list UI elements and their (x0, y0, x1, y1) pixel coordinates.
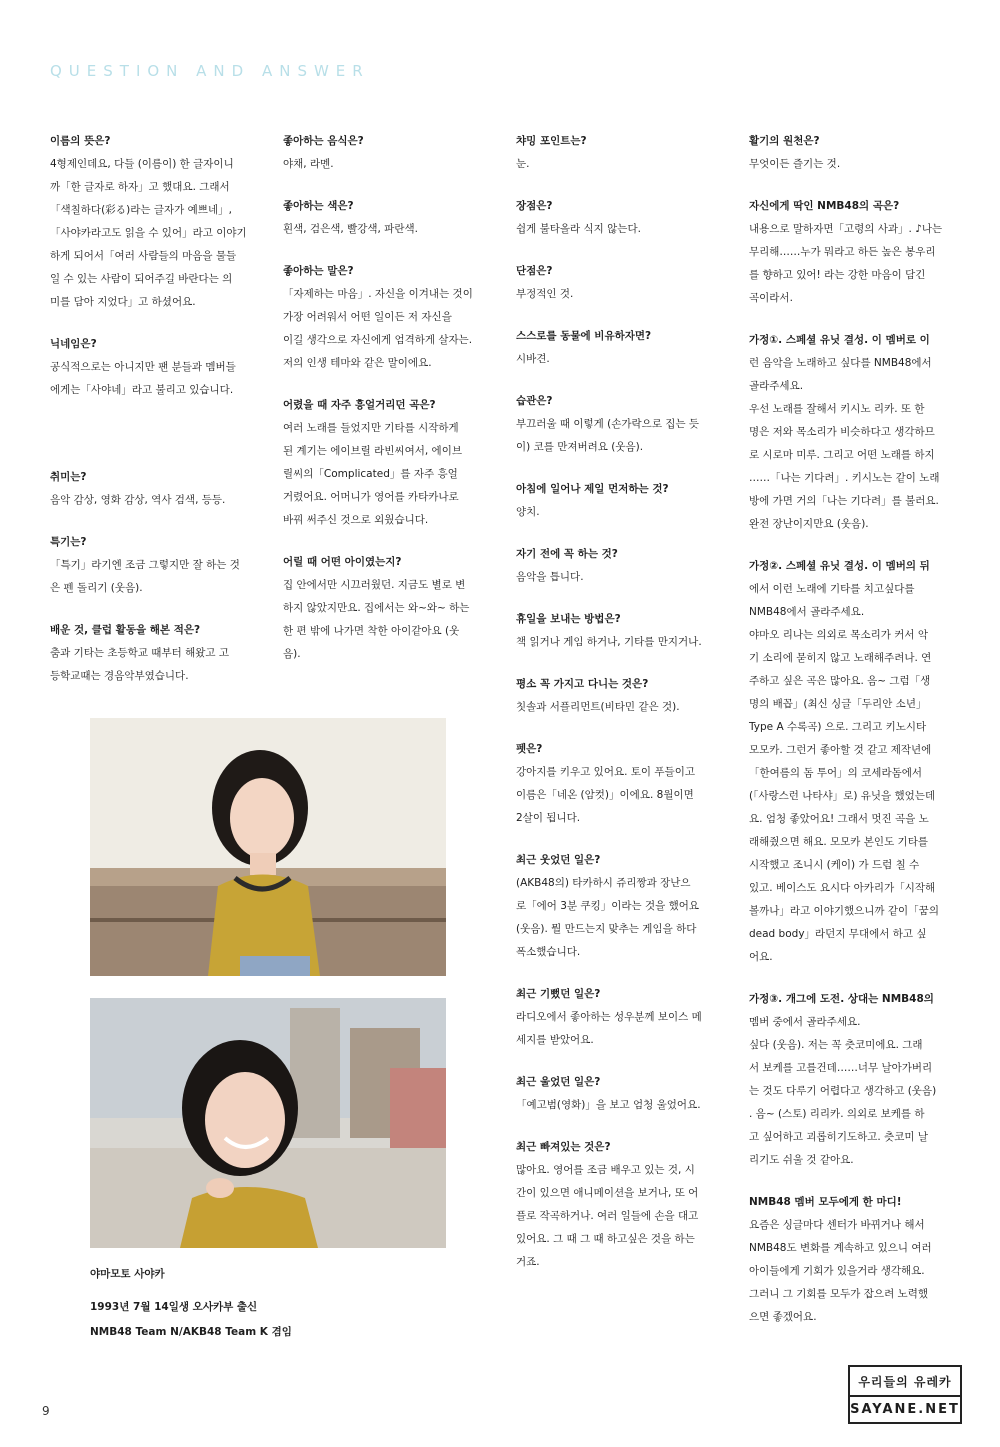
qa-item (516, 673, 731, 719)
qa-question: NMB48 멤버 모두에게 한 마디! (749, 1196, 902, 1208)
qa-question: 좋아하는 음식은? (283, 135, 364, 147)
qa-item (50, 531, 255, 600)
qa-item (50, 130, 255, 314)
qa-answer: 칫솔과 서플리먼트(비타민 같은 것). (516, 701, 680, 713)
qa-item (283, 551, 498, 666)
portrait-photo-1 (90, 718, 446, 976)
profile-caption (90, 1262, 292, 1345)
qa-answer: 「특기」라기엔 조금 그렇지만 잘 하는 것 은 펜 돌리기 (웃음). (50, 559, 240, 594)
profile-birth: 1993년 7월 14일생 오사카부 출신 (90, 1301, 258, 1313)
qa-item (516, 543, 731, 589)
qa-answer: 야채, 라멘. (283, 158, 334, 170)
qa-item (516, 738, 731, 830)
qa-question: 자신에게 딱인 NMB48의 곡은? (749, 200, 900, 212)
qa-item (283, 130, 498, 176)
qa-item (516, 260, 731, 306)
qa-item (516, 849, 731, 964)
qa-answer: 음악을 틉니다. (516, 571, 584, 583)
qa-item (283, 394, 498, 532)
qa-answer: 양치. (516, 506, 540, 518)
qa-item (50, 333, 255, 402)
qa-answer: 「자제하는 마음」. 자신을 이겨내는 것이 가장 어려워서 어떤 일이든 저 자신을 이길 생각으로 자신에게 엄격하게 살자는. 저의 인생 테마와 같은 말이에요. (283, 288, 473, 369)
qa-answer: (AKB48의) 타카하시 쥬리짱과 장난으 로「에어 3분 쿠킹」이라는 것을 했어요 (웃음). 뭘 만드는지 맞추는 게임을 하다 폭소했습니다. (516, 877, 700, 958)
qa-answer: 책 읽거나 게임 하거나, 기타를 만지거나. (516, 636, 702, 648)
profile-name: 야마모토 사야카 (90, 1268, 165, 1280)
qa-question: 좋아하는 색은? (283, 200, 354, 212)
qa-item (283, 260, 498, 375)
qa-column-2 (283, 130, 498, 685)
qa-question: 챠밍 포인트는? (516, 135, 587, 147)
qa-answer: 무엇이든 즐기는 것. (749, 158, 841, 170)
qa-question: 펫은? (516, 743, 543, 755)
qa-question: 이름의 뜻은? (50, 135, 111, 147)
qa-question: 가정②. 스페셜 유닛 결성. 이 멤버의 뒤 (749, 560, 930, 572)
qa-item (749, 130, 964, 176)
qa-item (516, 195, 731, 241)
qa-answer: 부끄러울 때 이렇게 (손가락으로 집는 듯 이) 코를 만져버려요 (웃음). (516, 418, 700, 453)
qa-item (516, 390, 731, 459)
qa-item (749, 329, 964, 536)
qa-question: 최근 기뻤던 일은? (516, 988, 601, 1000)
badge-site: SAYANE.NET (850, 1402, 960, 1417)
portrait-photo-1-image (90, 718, 446, 976)
qa-item (50, 619, 255, 688)
qa-item (50, 421, 255, 447)
qa-question: 배운 것, 클럽 활동을 해본 적은? (50, 624, 201, 636)
qa-question: 단점은? (516, 265, 553, 277)
qa-question: 닉네임은? (50, 338, 97, 350)
qa-item (50, 466, 255, 512)
qa-answer: 눈. (516, 158, 530, 170)
profile-team: NMB48 Team N/AKB48 Team K 겸임 (90, 1326, 292, 1338)
portrait-photo-2 (90, 998, 446, 1248)
qa-question: 평소 꼭 가지고 다니는 것은? (516, 678, 649, 690)
qa-item (516, 1071, 731, 1117)
qa-answer: 에서 이런 노래에 기타를 치고싶다를 NMB48에서 골라주세요. 야마오 리나는 의외로 목소리가 커서 악 기 소리에 묻히지 않고 노래해주려나. 연 주하고 싶은 곡은 많아요. 음~ 그럼「생 명의 배꼽」(최신 싱글「두리안 소년」 Type A 수록곡) 으로. 그리고 키노시타 모모카. 그런거 좋아할 것 같고 제작년에 「한여름의 돔 투어」의 코세라돔에서 (「사랑스런 나타샤」로) 유닛을 했었는데 요. 엄청 좋았어요! 그래서 멋진 곡을 노 래해줬으면 해요. 모모카 본인도 기타를 시작했고 조니시 (케이) 가 드럼 칠 수 있고. 베이스도 요시다 아카리가「시작해 볼까나」라고 이야기했으니까 같이「꿈의 dead body」라던지 무대에서 하고 싶 어요. (749, 583, 939, 963)
qa-item (516, 130, 731, 176)
qa-answer: 라디오에서 좋아하는 성우분께 보이스 메 세지를 받았어요. (516, 1011, 702, 1046)
qa-item (749, 555, 964, 969)
qa-answer: 음악 감상, 영화 감상, 역사 검색, 등등. (50, 494, 226, 506)
section-header: QUESTION AND ANSWER (50, 62, 370, 80)
qa-item (516, 608, 731, 654)
qa-answer: 여러 노래를 들었지만 기타를 시작하게 된 계기는 에이브릴 라빈씨여서, 에이브 릴씨의「Complicated」를 자주 흥얼 거렸어요. 어머니가 영어를 카타카나로 바꿔 써주신 것으로 외웠습니다. (283, 422, 462, 526)
badge-title: 우리들의 유레카 (850, 1367, 960, 1397)
page-number: 9 (42, 1404, 50, 1418)
qa-answer: 쉽게 불타올라 식지 않는다. (516, 223, 641, 235)
qa-answer: 멤버 중에서 골라주세요. 싶다 (웃음). 저는 꼭 츳코미에요. 그래 서 보케를 고를건데……너무 날아가버리 는 것도 다루기 어렵다고 생각하고 (웃음) . 음~ (스토) 리리카. 의외로 보케를 하 고 싶어하고 괴롭히기도하고. 츳코미 날 리기도 쉬울 것 같아요. (749, 1016, 937, 1166)
qa-item (749, 195, 964, 310)
qa-column-3 (516, 130, 731, 1293)
qa-answer: 내용으로 말하자면「고령의 사과」. ♪나는 무리해……누가 뭐라고 하든 높은 봉우리 를 향하고 있어! 라는 강한 마음이 담긴 곡이라서. (749, 223, 943, 304)
qa-question: 최근 웃었던 일은? (516, 854, 601, 866)
qa-answer: 많아요. 영어를 조금 배우고 있는 것, 시 간이 있으면 애니메이션을 보거나, 또 어 플로 작곡하거나. 여러 일들에 손을 대고 있어요. 그 때 그 때 하고싶은 것을 하는 거죠. (516, 1164, 699, 1268)
qa-item (749, 988, 964, 1172)
qa-question: 가정①. 스페셜 유닛 결성. 이 멤버로 이 (749, 334, 930, 346)
qa-column-4 (749, 130, 964, 1348)
qa-answer: 공식적으로는 아니지만 팬 분들과 멤버들 에게는「사야네」라고 불리고 있습니다. (50, 361, 236, 396)
qa-answer: 흰색, 검은색, 빨강색, 파란색. (283, 223, 418, 235)
qa-question: 가정③. 개그에 도전. 상대는 NMB48의 (749, 993, 934, 1005)
qa-question: 최근 빠져있는 것은? (516, 1141, 611, 1153)
qa-item (516, 478, 731, 524)
qa-item (516, 983, 731, 1052)
portrait-photo-2-image (90, 998, 446, 1248)
qa-answer: 부정적인 것. (516, 288, 574, 300)
qa-answer: 춤과 기타는 초등학교 때부터 해왔고 고 등학교때는 경음악부였습니다. (50, 647, 229, 682)
qa-question: 스스로를 동물에 비유하자면? (516, 330, 652, 342)
qa-question: 최근 울었던 일은? (516, 1076, 601, 1088)
qa-question: 휴일을 보내는 방법은? (516, 613, 621, 625)
qa-item (516, 325, 731, 371)
qa-question: 습관은? (516, 395, 553, 407)
qa-item (516, 1136, 731, 1274)
qa-question: 장점은? (516, 200, 553, 212)
qa-question: 활기의 원천은? (749, 135, 820, 147)
qa-answer: 시바견. (516, 353, 550, 365)
source-badge (848, 1365, 962, 1424)
qa-question: 취미는? (50, 471, 87, 483)
qa-item (749, 1191, 964, 1329)
qa-answer: 집 안에서만 시끄러웠던. 지금도 별로 변 하지 않았지만요. 집에서는 와~와~ 하는 한 편 밖에 나가면 착한 아이같아요 (웃 음). (283, 579, 470, 660)
qa-question: 좋아하는 말은? (283, 265, 354, 277)
qa-question: 자기 전에 꼭 하는 것? (516, 548, 618, 560)
qa-answer: 런 음악을 노래하고 싶다를 NMB48에서 골라주세요. 우선 노래를 잘해서 키시노 리카. 또 한 명은 저와 목소리가 비슷하다고 생각하므 로 시로마 미루. 그리고 어떤 노래를 하지 ……「나는 기다려」. 키시노는 같이 노래 방에 가면 거의「나는 기다려」를 불러요. 완전 장난이지만요 (웃음). (749, 357, 940, 530)
qa-answer: 요즘은 싱글마다 센터가 바뀌거나 해서 NMB48도 변화를 계속하고 있으니 여러 아이들에게 기회가 있을거라 생각해요. 그러니 그 기회를 모두가 잡으려 노력했 으면 좋겠어요. (749, 1219, 932, 1323)
qa-answer: 4형제인데요, 다들 (이름이) 한 글자이니 까「한 글자로 하자」고 했대요. 그래서 「색칠하다(彩る)라는 글자가 예쁘네」, 「사야카라고도 읽을 수 있어」라고 이야기 하게 되어서「여러 사람들의 마음을 물들 일 수 있는 사람이 되어주길 바란다는 의 미를 담아 지었다」고 하셨어요. (50, 158, 247, 308)
qa-answer: 강아지를 키우고 있어요. 토이 푸들이고 이름은「네온 (암컷)」이에요. 8월이면 2살이 됩니다. (516, 766, 695, 824)
qa-question: 특기는? (50, 536, 87, 548)
qa-question: 어렸을 때 자주 흥얼거리던 곡은? (283, 399, 436, 411)
qa-question: 아침에 일어나 제일 먼저하는 것? (516, 483, 669, 495)
qa-column-1 (50, 130, 255, 707)
qa-question: 어릴 때 어떤 아이였는지? (283, 556, 402, 568)
qa-item (283, 195, 498, 241)
qa-answer: 「예고범(영화)」을 보고 엄청 울었어요. (516, 1099, 701, 1111)
